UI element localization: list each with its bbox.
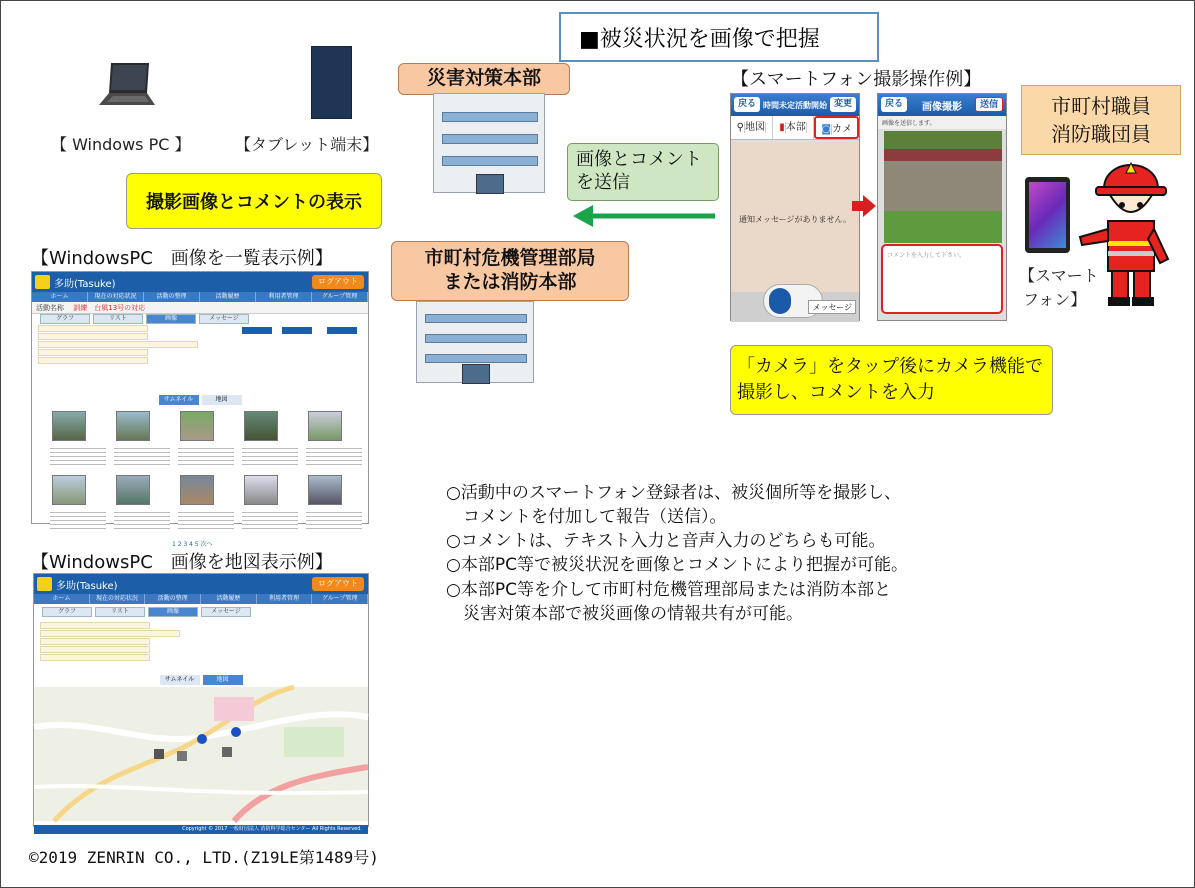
activity-name-label: 活動名称 xyxy=(36,304,64,312)
tab-camera-label: カメ xyxy=(831,124,852,159)
photo-thumbnail[interactable] xyxy=(308,475,342,505)
smartphone-icon xyxy=(1025,177,1070,253)
pc-label: 【 Windows PC 】 xyxy=(51,135,191,154)
map-pin-icon[interactable] xyxy=(231,727,241,737)
smartphone-screen-icon xyxy=(1029,182,1066,248)
form-field[interactable] xyxy=(40,654,150,661)
form-field[interactable] xyxy=(38,333,148,340)
camera-icon: ◙ xyxy=(821,124,832,135)
tab-list[interactable]: リスト xyxy=(95,607,145,617)
form-field[interactable] xyxy=(38,341,198,348)
camera-instruction-box xyxy=(730,345,1053,415)
nav-item[interactable]: グループ管理 xyxy=(312,292,368,302)
photo-thumbnail[interactable] xyxy=(116,411,150,441)
photo-thumbnail[interactable] xyxy=(52,475,86,505)
map-example-heading: 【WindowsPC 画像を地図表示例】 xyxy=(31,552,333,573)
back-button[interactable]: 戻る xyxy=(734,97,760,112)
tab-graph[interactable]: グラフ xyxy=(42,607,92,617)
photo-caption xyxy=(178,445,234,467)
smartphone-label-1: 【スマート xyxy=(1019,266,1099,285)
laptop-icon xyxy=(97,59,157,111)
nav-item[interactable]: 活動の整理 xyxy=(145,594,201,604)
map-pin-icon[interactable] xyxy=(197,734,207,744)
nav-item[interactable]: 活動の整理 xyxy=(144,292,200,302)
nav-item[interactable]: ホーム xyxy=(34,594,90,604)
tab-hq-label: 本部 xyxy=(785,122,806,133)
photo-thumbnail[interactable] xyxy=(52,411,86,441)
camera-line-2: 撮影し、コメントを入力 xyxy=(737,382,935,404)
tab-list[interactable]: リスト xyxy=(93,314,143,324)
message-area xyxy=(731,142,859,292)
form-field[interactable] xyxy=(40,622,150,629)
thumbnail-grid xyxy=(32,405,368,555)
send-hint: 画像を送信します。 xyxy=(878,116,1006,129)
phone-header xyxy=(731,94,859,116)
nav-item[interactable]: グループ管理 xyxy=(312,594,368,604)
comment-input[interactable]: コメントを入力して下さい。 xyxy=(881,244,1003,314)
note-line: コメントを付加して報告（送信）。 xyxy=(446,507,727,528)
app-nav xyxy=(34,594,368,604)
tab-thumbnail[interactable]: サムネイル xyxy=(159,395,199,405)
photo-caption xyxy=(114,509,170,531)
page-title: ■被災状況を画像で把握 xyxy=(559,12,879,62)
tab-map[interactable]: 地図 xyxy=(203,675,243,685)
form-field[interactable] xyxy=(38,357,148,364)
smartphone-example-heading: 【スマートフォン撮影操作例】 xyxy=(731,69,982,90)
phone-title: 時間未定活動開始 xyxy=(763,100,827,110)
view-tabs xyxy=(34,607,368,617)
form-field[interactable] xyxy=(38,349,148,356)
notice-text: 通知メッセージがありません。 xyxy=(739,215,851,224)
building-icon xyxy=(416,301,534,383)
message-button[interactable]: メッセージ xyxy=(808,300,856,314)
photo-thumbnail[interactable] xyxy=(180,475,214,505)
form-field[interactable] xyxy=(40,646,150,653)
nav-item[interactable]: 現在の対応状況 xyxy=(88,292,144,302)
tab-camera[interactable] xyxy=(814,116,859,139)
send-button[interactable]: 送信 xyxy=(975,97,1003,112)
smartphone-label-2: フォン】 xyxy=(1023,290,1087,309)
map-pin-icon: ⚲ xyxy=(736,122,744,133)
photo-caption xyxy=(178,509,234,531)
tab-thumbnail[interactable]: サムネイル xyxy=(160,675,200,685)
photo-thumbnail[interactable] xyxy=(244,411,278,441)
photo-marker-icon[interactable] xyxy=(222,747,232,757)
photo-caption xyxy=(50,445,106,467)
right-arrow-icon xyxy=(852,193,878,219)
nav-item[interactable]: ホーム xyxy=(32,292,88,302)
building-icon xyxy=(433,93,545,193)
tablet-label: 【タブレット端末】 xyxy=(235,135,379,154)
tab-map[interactable] xyxy=(731,116,773,139)
thumb-tabs xyxy=(34,675,368,685)
map-view[interactable] xyxy=(34,687,368,821)
form-field[interactable] xyxy=(38,325,148,332)
form-field[interactable] xyxy=(40,630,180,637)
camera-line-1: 「カメラ」をタップ後にカメラ機能で xyxy=(737,356,1043,377)
nav-item[interactable]: 利用者管理 xyxy=(256,292,312,302)
tab-image[interactable]: 画像 xyxy=(148,607,198,617)
change-button[interactable]: 変更 xyxy=(830,97,856,112)
display-box: 撮影画像とコメントの表示 xyxy=(126,173,382,229)
staff-line-1: 市町村職員 xyxy=(1051,94,1151,118)
photo-caption xyxy=(242,445,298,467)
tab-graph[interactable]: グラフ xyxy=(40,314,90,324)
tab-map[interactable]: 地図 xyxy=(202,395,242,405)
send-box xyxy=(567,143,719,201)
app-name: 多助(Tasuke) xyxy=(56,580,118,592)
back-button[interactable]: 戻る xyxy=(881,97,907,112)
pc-list-screenshot xyxy=(31,271,369,548)
logout-button[interactable]: ログアウト xyxy=(312,275,364,289)
municipal-line-2: または消防本部 xyxy=(443,271,577,293)
view-tabs xyxy=(32,314,368,324)
copyright: ©2019 ZENRIN CO., LTD.(Z19LE第1489号) xyxy=(29,848,379,867)
photo-caption xyxy=(306,509,362,531)
notes-list xyxy=(446,481,908,626)
activity-bar xyxy=(32,302,368,314)
smartphone-screen-1 xyxy=(730,93,860,321)
photo-thumbnail[interactable] xyxy=(308,411,342,441)
note-line: 災害対策本部で被災画像の情報共有が可能。 xyxy=(446,603,803,624)
river-photo xyxy=(884,131,1002,243)
pc-map-screenshot xyxy=(33,573,369,832)
thumb-tabs xyxy=(32,395,368,405)
firefighter-icon xyxy=(1076,149,1186,309)
activity-name-value: 訓練 台風13号の対応 xyxy=(73,304,146,312)
photo-caption xyxy=(50,509,106,531)
note-line: ○活動中のスマートフォン登録者は、被災個所等を撮影し、 xyxy=(446,483,902,503)
send-line-2: を送信 xyxy=(576,172,630,194)
search-form xyxy=(34,617,368,675)
staff-line-2: 消防職団員 xyxy=(1051,122,1151,146)
app-name: 多助(Tasuke) xyxy=(54,278,116,290)
form-field[interactable] xyxy=(40,638,150,645)
nav-item[interactable]: 利用者管理 xyxy=(257,594,313,604)
municipal-box xyxy=(391,241,629,301)
smartphone-screen-2 xyxy=(877,93,1007,321)
list-example-heading: 【WindowsPC 画像を一覧表示例】 xyxy=(31,248,333,269)
app-nav xyxy=(32,292,368,302)
lock-icon: ▮ xyxy=(779,122,785,133)
note-line: ○本部PC等で被災状況を画像とコメントにより把握が可能。 xyxy=(446,555,908,576)
tab-image[interactable]: 画像 xyxy=(146,314,196,324)
note-line: ○コメントは、テキスト入力と音声入力のどちらも可能。 xyxy=(446,531,886,552)
staff-box xyxy=(1021,85,1181,155)
pagination[interactable]: 1 2 3 4 5 次へ xyxy=(172,541,213,548)
logout-button[interactable]: ログアウト xyxy=(312,577,364,591)
app-footer: Copyright © 2017 一般財団法人 消防科学総合センター All Rights Reserved. xyxy=(34,825,368,834)
nav-item[interactable]: 現在の対応状況 xyxy=(90,594,146,604)
phone-header xyxy=(878,94,1006,116)
search-button[interactable] xyxy=(242,327,272,334)
radio-icon xyxy=(769,288,791,314)
municipal-line-1: 市町村危機管理部局 xyxy=(424,247,596,270)
clear-button[interactable] xyxy=(282,327,312,334)
phone-tabs xyxy=(731,116,859,140)
nav-item[interactable]: 活動履歴 xyxy=(201,594,257,604)
tablet-icon xyxy=(311,46,352,119)
photo-thumbnail[interactable] xyxy=(180,411,214,441)
photo-thumbnail[interactable] xyxy=(244,475,278,505)
photo-marker-icon[interactable] xyxy=(154,749,164,759)
app-logo-icon xyxy=(37,577,52,591)
app-logo-icon xyxy=(35,275,50,289)
app-header xyxy=(32,272,368,292)
left-arrow-icon xyxy=(569,201,717,231)
tab-hq[interactable] xyxy=(773,116,815,139)
photo-caption xyxy=(114,445,170,467)
photo-caption xyxy=(306,445,362,467)
note-line: ○本部PC等を介して市町村危機管理部局または消防本部と xyxy=(446,579,891,600)
tab-message[interactable]: メッセージ xyxy=(199,314,249,324)
app-header xyxy=(34,574,368,594)
photo-marker-icon[interactable] xyxy=(177,751,187,761)
search-form xyxy=(32,325,368,395)
search-button[interactable] xyxy=(327,327,357,334)
phone-footer xyxy=(731,292,859,322)
nav-item[interactable]: 活動履歴 xyxy=(200,292,256,302)
photo-thumbnail[interactable] xyxy=(116,475,150,505)
photo-caption xyxy=(242,509,298,531)
tab-message[interactable]: メッセージ xyxy=(201,607,251,617)
tab-map-label: 地図 xyxy=(745,122,765,133)
hq-box: 災害対策本部 xyxy=(398,63,570,95)
phone-title: 画像撮影 xyxy=(922,101,962,113)
send-line-1: 画像とコメント xyxy=(576,149,702,170)
